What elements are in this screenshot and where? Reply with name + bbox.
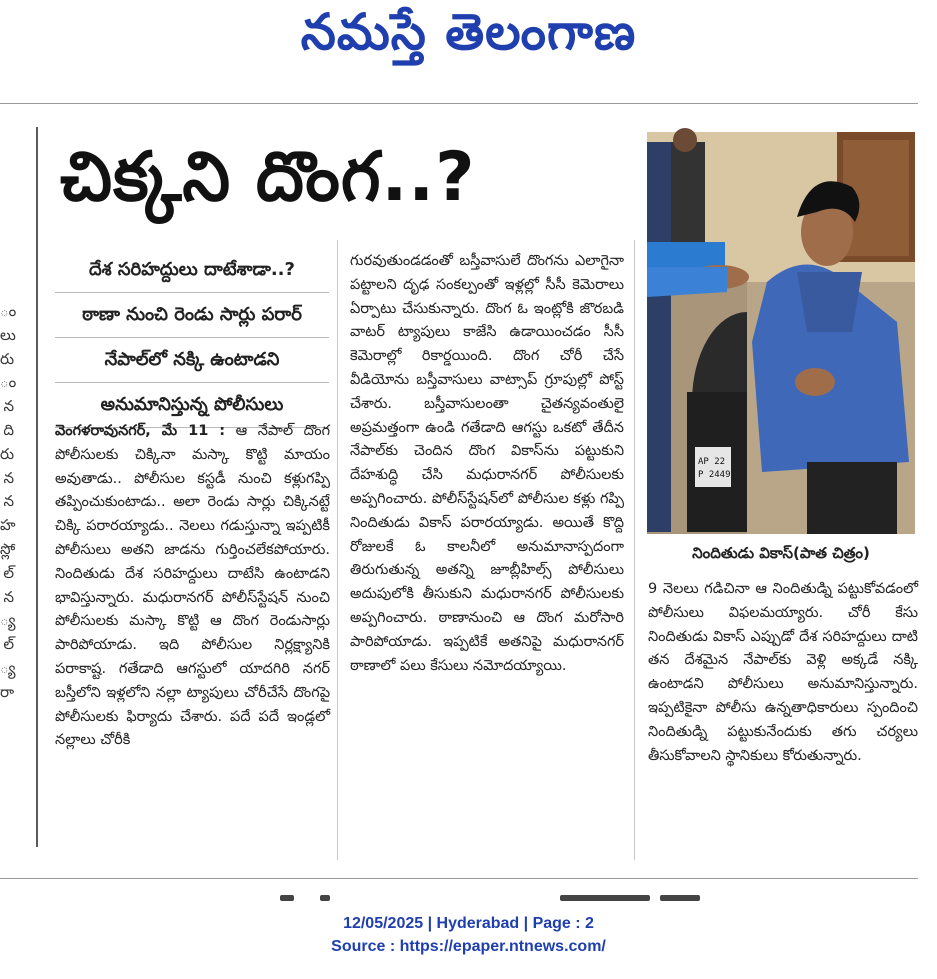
- news-photo: [647, 132, 915, 534]
- masthead: [0, 0, 937, 100]
- column-rule: [634, 240, 635, 860]
- article-column-2: [350, 250, 624, 860]
- subheading-1: దేశ సరిహద్దులు దాటేశాడా..?: [89, 259, 295, 280]
- left-column-fragment: లు: [0, 325, 16, 344]
- column-3-text: 9 నెలలు గడిచినా ఆ నిందితుడ్ని పట్టుకోవడంలో పోలీసులు విఫలమయ్యారు. చోరీ కేసు నిందితుడు వికాస్ ఎప్పుడో దేశ సరిహద్దులు దాటి తన దేశమైన నేపాల్‌కు వెళ్లి అక్కడే నక్కి ఉంటాడని పోలీసులు అనుమానిస్తున్నారు. ఇప్పటికైనా పోలీసు ఉన్నతాధికారులు స్పందించి నిందితుడ్ని పట్టుకునేందుకు తగు చర్యలు తీసుకోవాలని స్థానికులు కోరుతున్నారు.: [648, 581, 918, 764]
- photo-caption: నిందితుడు వికాస్(పాత చిత్రం): [692, 544, 870, 562]
- left-column-fragment: ది: [3, 420, 14, 439]
- dateline: వెంగళరావునగర్, మే 11 :: [55, 423, 226, 439]
- left-column-fragment: హ: [0, 516, 16, 535]
- left-column-fragment: రా: [0, 682, 15, 701]
- number-plate-line-2: P 2449: [698, 470, 731, 480]
- source-footer: [0, 912, 937, 958]
- article-column-1: [55, 420, 330, 858]
- left-column-fragment: ల్: [3, 563, 14, 582]
- left-column-fragment: ల్: [3, 635, 14, 654]
- left-column-cropped: [0, 300, 18, 840]
- top-rule: [0, 103, 918, 104]
- subheading-2: ఠాణా నుంచి రెండు సార్లు పరార్: [55, 292, 329, 337]
- footer-source-link[interactable]: Source : https://epaper.ntnews.com/: [331, 938, 606, 955]
- column-1-text: ఆ నేపాల్ దొంగ పోలీసులకు చిక్కినా మస్కా కొట్టి మాయం అవుతాడు.. పోలీసుల కస్టడీ నుంచి కళ్లుగప్పి తప్పించుకుంటాడు.. అలా రెండు సార్లు చిక్కినట్టే చిక్కి పరారయ్యాడు.. నెలలు గడుస్తున్నా ఇప్పటికీ పోలీసులు అతని జాడను గుర్తించలేకపోయారు. నిందితుడు దేశ సరిహద్దులు దాటేసి ఉంటాడని భావిస్తున్నారు. మధురానగర్ పోలీస్‌స్టేషన్ నుంచి పోలీసులకు మస్కా కొట్టి ఆ దొంగ రెండుసార్లు పారిపోయాడు. ఇది పోలీసుల నిర్లక్ష్యానికి పరాకాష్ట. గతేడాది ఆగస్టులో యాదగిరి నగర్ బస్తీలోని ఇళ్లలోని నల్లా ట్యాపులు చోరీచేసే దొంగపై పోలీసులకు ఫిర్యాదు చేశారు. పదే పదే ఇండ్లలో నల్లాలు చోరీకి: [55, 423, 331, 749]
- left-column-fragment: ం: [0, 373, 17, 392]
- left-column-fragment: స్లో: [0, 539, 16, 558]
- newspaper-logo: నమస్తే తెలంగాణ: [300, 2, 637, 61]
- photo-illustration: [647, 132, 915, 534]
- bottom-rule: [0, 878, 918, 879]
- subheading-3: నేపాల్‌లో నక్కి ఉంటాడని: [55, 337, 329, 382]
- cropped-text-line: [260, 889, 740, 903]
- subheading-4: అనుమానిస్తున్న పోలీసులు: [55, 382, 329, 428]
- left-column-fragment: న: [3, 587, 14, 606]
- left-column-fragment: ్య: [0, 611, 16, 630]
- left-column-fragment: రు: [0, 444, 15, 463]
- column-rule: [337, 240, 338, 860]
- left-column-fragment: న: [3, 492, 14, 511]
- headline: చిక్కని దొంగ..?: [60, 138, 476, 217]
- left-column-fragment: ం: [0, 302, 17, 320]
- column-divider: [36, 127, 38, 847]
- footer-date-page: 12/05/2025 | Hyderabad | Page : 2: [343, 915, 594, 932]
- left-column-fragment: ్య: [0, 658, 16, 677]
- subheadings: [55, 248, 329, 428]
- column-2-text: గురవుతుండడంతో బస్తీవాసులే దొంగను ఎలాగైనా పట్టాలని దృఢ సంకల్పంతో ఇళ్లల్లో సీసీ కెమెరాలు ఏర్పాటు చేసుకున్నారు. దొంగ ఓ ఇంట్లోకి జొరబడి వాటర్ ట్యాపులు కాజేసి ఉడాయించడం సీసీ కెమెరాల్లో రికార్డయింది. దొంగ చోరీ చేసే వీడియోను బస్తీవాసులు వాట్సాప్ గ్రూపుల్లో పోస్ట్ చేశారు. బస్తీవాసులంతా చైతన్యవంతులై అప్రమత్తంగా ఉండి గతేడాది ఆగస్టు ఒకటో తేదీన నేపాల్‌కు చెందిన దొంగ వికాస్‌ను పట్టుకుని దేహశుద్ధి చేసి మధురానగర్ పోలీసులకు అప్పగించారు. పోలీస్‌స్టేషన్‌లో పోలీసుల కళ్లు గప్పి నిందితుడు వికాస్ పరారయ్యాడు. అయితే కొద్ది రోజులకే ఓ కాలనీలో అనుమానాస్పదంగా తిరుగుతున్న అతన్ని జూబ్లీహిల్స్ పోలీసులు అదుపులోకి తీసుకుని మధురానగర్ పోలీసులకు అప్పగించారు. ఠాణానుంచి ఆ దొంగ మరోసారి పారిపోయాడు. ఇప్పటికే అతనిపై మధురానగర్ ఠాణాలో పలు కేసులు నమోదయ్యాయి.: [350, 253, 624, 674]
- number-plate-line-1: AP 22: [698, 457, 726, 467]
- left-column-fragment: న: [3, 468, 14, 487]
- left-column-fragment: రు: [0, 349, 15, 368]
- article-column-3: [648, 578, 918, 863]
- left-column-fragment: న: [3, 397, 14, 416]
